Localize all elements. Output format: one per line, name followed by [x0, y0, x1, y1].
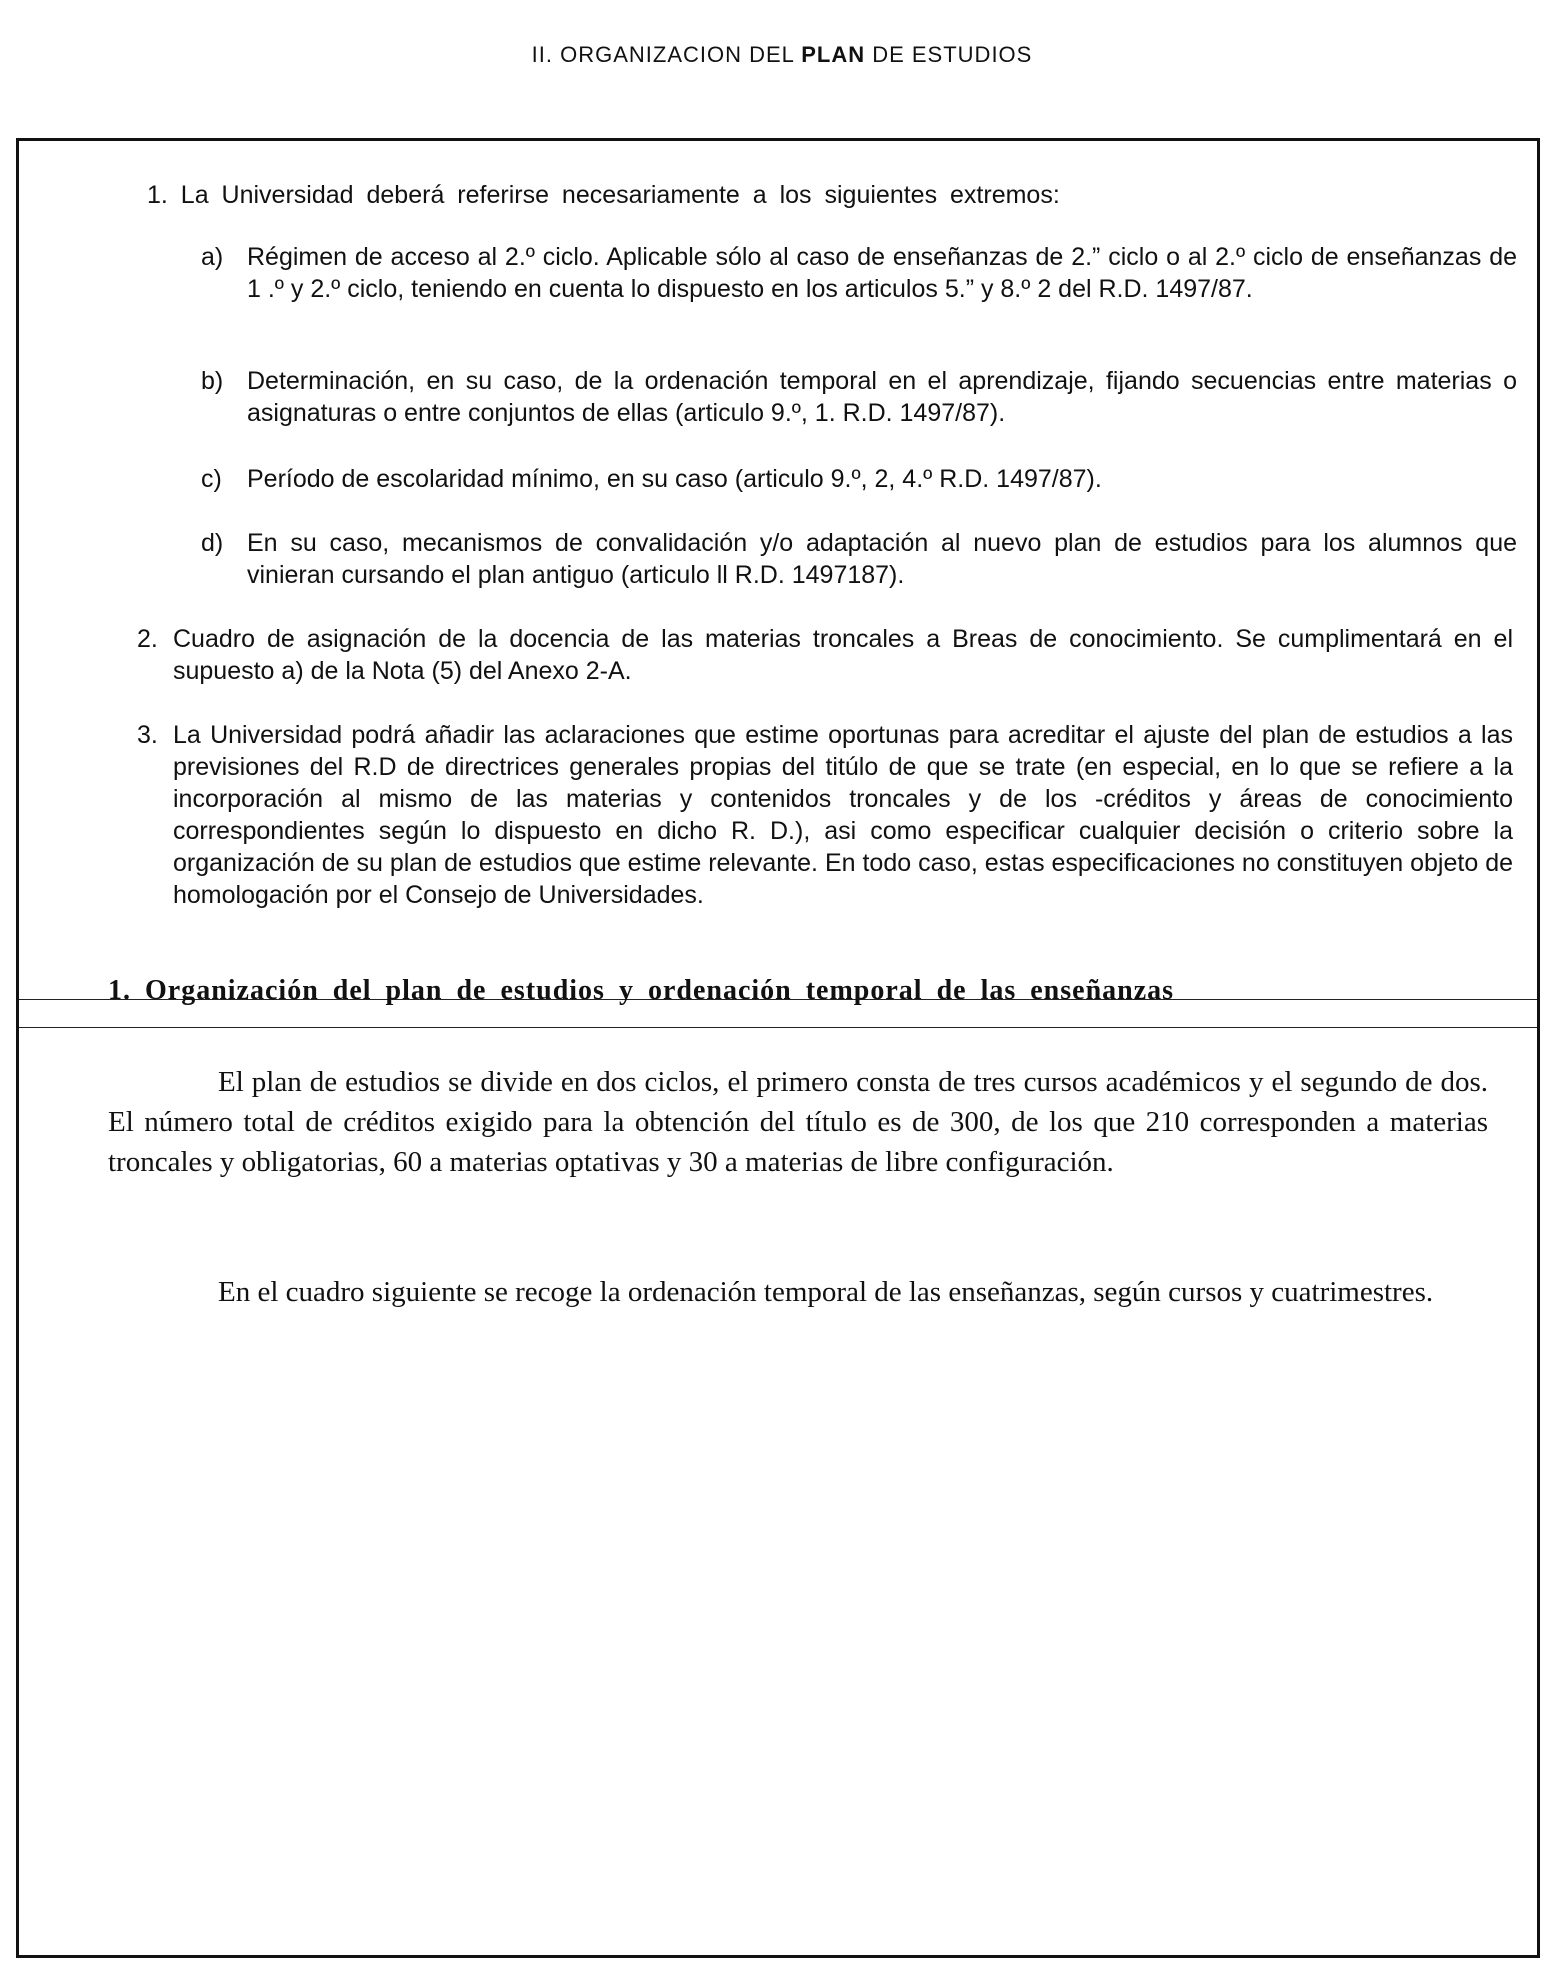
document-frame	[16, 138, 1540, 1958]
item-2-label: 2.	[137, 625, 158, 653]
header-suffix: DE ESTUDIOS	[865, 42, 1033, 67]
item-c-text: Período de escolaridad mínimo, en su caso (articulo 9.º, 2, 4.º R.D. 1497/87).	[247, 465, 1102, 493]
item-c-label: c)	[201, 465, 222, 493]
paragraph-2-text: En el cuadro siguiente se recoge la ordenación temporal de las enseñanzas, según cursos y cuatrimestres.	[218, 1276, 1434, 1308]
item-a-text: Régimen de acceso al 2.º ciclo. Aplicable sólo al caso de enseñanzas de 2.” ciclo o al 2.º ciclo de enseñanzas de 1 .º y 2.º ciclo, teniendo en cuenta lo dispuesto en los articulos 5.” y 8.º 2 del R.D. 1497/87.	[247, 243, 1517, 303]
paragraph-1-text: El plan de estudios se divide en dos ciclos, el primero consta de tres cursos académicos y el segundo de dos. El número total de créditos exigido para la obtención del título es de 300, de los que 210 corresponden a materias troncales y obligatorias, 60 a materias optativas y 30 a materias de libre configuración.	[108, 1066, 1488, 1178]
header-bold-word: PLAN	[801, 42, 866, 67]
section-title: 1. Organización del plan de estudios y ordenación temporal de las enseñanzas	[108, 975, 1175, 1006]
item-3-label: 3.	[137, 721, 158, 749]
divider-line-bottom	[19, 1027, 1537, 1028]
item-d-text: En su caso, mecanismos de convalidación y/o adaptación al nuevo plan de estudios para los alumnos que vinieran cursando el plan antiguo (articulo ll R.D. 1497187).	[247, 529, 1517, 589]
instruction-item-1: 1. La Universidad deberá referirse necesariamente a los siguientes extremos:	[147, 181, 1060, 209]
section-paragraph-1	[108, 1062, 1488, 1182]
section-paragraph-2	[108, 1272, 1488, 1312]
item-2-text: Cuadro de asignación de la docencia de las materias troncales a Breas de conocimiento. Se cumplimentará en el supuesto a) de la Nota (5) del Anexo 2-A.	[173, 625, 1513, 685]
item-b-label: b)	[201, 367, 224, 395]
item-a-label: a)	[201, 243, 224, 271]
item-b-text: Determinación, en su caso, de la ordenación temporal en el aprendizaje, fijando secuencias entre materias o asignaturas o entre conjuntos de ellas (articulo 9.º, 1. R.D. 1497/87).	[247, 367, 1517, 427]
item-d-label: d)	[201, 529, 224, 557]
header-prefix: II. ORGANIZACION DEL	[531, 42, 802, 67]
item-3-text: La Universidad podrá añadir las aclaraciones que estime oportunas para acreditar el ajuste del plan de estudios a las previsiones del R.D de directrices generales propias del titúlo de que se trate (en especial, en lo que se refiere a la incorporación al mismo de las materias y contenidos troncales y de los -créditos y áreas de conocimiento correspondientes según lo dispuesto en dicho R. D.), asi como especificar cualquier decisión o criterio sobre la organización de su plan de estudios que estime relevante. En todo caso, estas especificaciones no constituyen objeto de homologación por el Consejo de Universidades.	[173, 721, 1513, 909]
page-header	[0, 42, 1564, 68]
